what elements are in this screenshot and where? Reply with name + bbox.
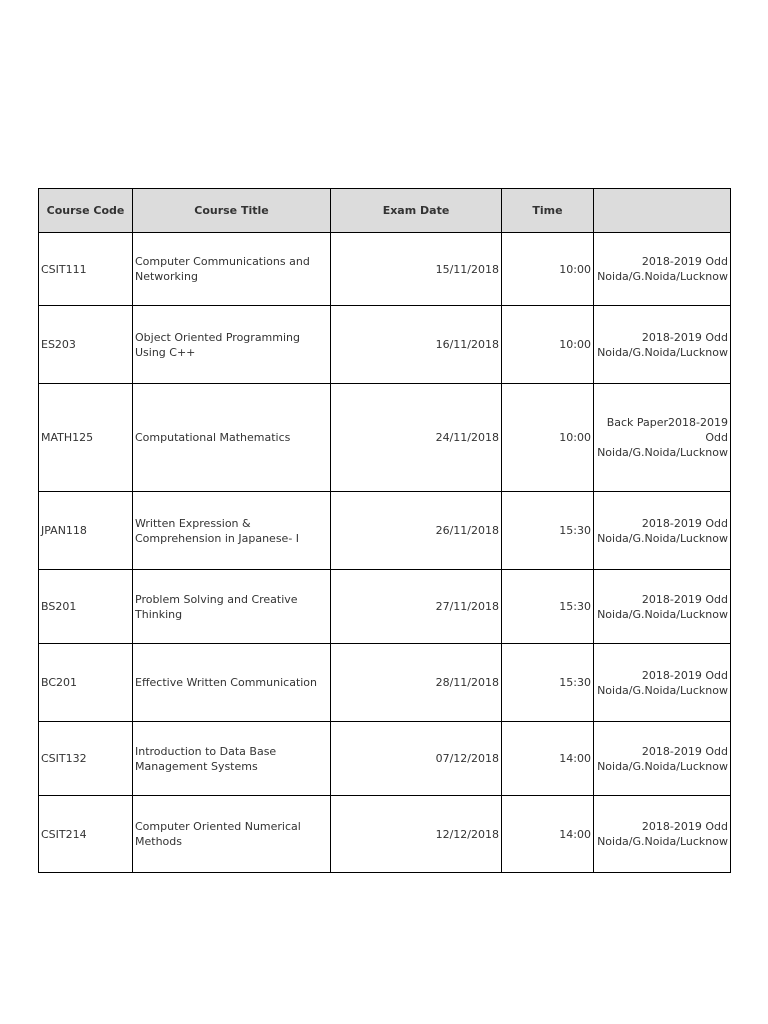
session-cell	[594, 492, 731, 570]
session-campus: Noida/G.Noida/Lucknow	[597, 531, 728, 545]
table-row	[39, 384, 731, 492]
session-term: 2018-2019 Odd	[641, 516, 728, 530]
course-title-cell: Problem Solving and Creative Thinking	[133, 570, 331, 644]
exam-date-cell: 24/11/2018	[331, 384, 502, 492]
session-term: 2018-2019 Odd	[641, 668, 728, 682]
exam-time-cell: 10:00	[502, 233, 594, 306]
exam-date-cell: 27/11/2018	[331, 570, 502, 644]
header-exam-date: Exam Date	[331, 189, 502, 233]
course-code-cell: BC201	[39, 644, 133, 722]
course-code-cell: CSIT214	[39, 796, 133, 873]
session-term: 2018-2019 Odd	[641, 592, 728, 606]
session-campus: Noida/G.Noida/Lucknow	[597, 446, 728, 459]
table-row	[39, 722, 731, 796]
header-session	[594, 189, 731, 233]
session-cell	[594, 384, 731, 492]
table-header-row	[39, 189, 731, 233]
header-time: Time	[502, 189, 594, 233]
exam-time-cell: 14:00	[502, 722, 594, 796]
session-term: 2018-2019 Odd	[641, 744, 728, 758]
course-code-cell: JPAN118	[39, 492, 133, 570]
exam-time-cell: 15:30	[502, 644, 594, 722]
session-term: 2018-2019 Odd	[641, 255, 728, 268]
course-code-cell: MATH125	[39, 384, 133, 492]
session-cell	[594, 570, 731, 644]
exam-date-cell: 16/11/2018	[331, 306, 502, 384]
session-cell	[594, 306, 731, 384]
course-title-cell: Effective Written Communication	[133, 644, 331, 722]
header-course-code: Course Code	[39, 189, 133, 233]
exam-date-cell: 26/11/2018	[331, 492, 502, 570]
exam-date-cell: 12/12/2018	[331, 796, 502, 873]
session-cell	[594, 644, 731, 722]
exam-date-cell: 15/11/2018	[331, 233, 502, 306]
table-row	[39, 796, 731, 873]
session-campus: Noida/G.Noida/Lucknow	[597, 270, 728, 283]
session-cell	[594, 722, 731, 796]
exam-time-cell: 10:00	[502, 384, 594, 492]
session-term: 2018-2019 Odd	[641, 330, 728, 344]
course-title-cell: Introduction to Data Base Management Systems	[133, 722, 331, 796]
session-cell	[594, 233, 731, 306]
table-row	[39, 570, 731, 644]
session-campus: Noida/G.Noida/Lucknow	[597, 835, 728, 848]
session-campus: Noida/G.Noida/Lucknow	[597, 759, 728, 773]
course-title-cell: Computer Oriented Numerical Methods	[133, 796, 331, 873]
course-title-cell: Computational Mathematics	[133, 384, 331, 492]
course-title-cell: Object Oriented Programming Using C++	[133, 306, 331, 384]
session-term: Back Paper2018-2019 Odd	[606, 416, 728, 444]
exam-time-cell: 10:00	[502, 306, 594, 384]
exam-time-cell: 15:30	[502, 492, 594, 570]
course-title-cell: Written Expression & Comprehension in Japanese- I	[133, 492, 331, 570]
table-body	[39, 233, 731, 873]
course-code-cell: CSIT111	[39, 233, 133, 306]
exam-date-cell: 07/12/2018	[331, 722, 502, 796]
table-row	[39, 492, 731, 570]
course-code-cell: BS201	[39, 570, 133, 644]
session-campus: Noida/G.Noida/Lucknow	[597, 607, 728, 621]
course-code-cell: CSIT132	[39, 722, 133, 796]
exam-time-cell: 14:00	[502, 796, 594, 873]
course-code-cell: ES203	[39, 306, 133, 384]
table-row	[39, 644, 731, 722]
session-cell	[594, 796, 731, 873]
session-campus: Noida/G.Noida/Lucknow	[597, 345, 728, 359]
exam-time-cell: 15:30	[502, 570, 594, 644]
exam-date-cell: 28/11/2018	[331, 644, 502, 722]
session-term: 2018-2019 Odd	[641, 820, 728, 833]
header-course-title: Course Title	[133, 189, 331, 233]
session-campus: Noida/G.Noida/Lucknow	[597, 683, 728, 697]
exam-schedule-table	[38, 188, 731, 873]
table-row	[39, 306, 731, 384]
table-row	[39, 233, 731, 306]
course-title-cell: Computer Communications and Networking	[133, 233, 331, 306]
